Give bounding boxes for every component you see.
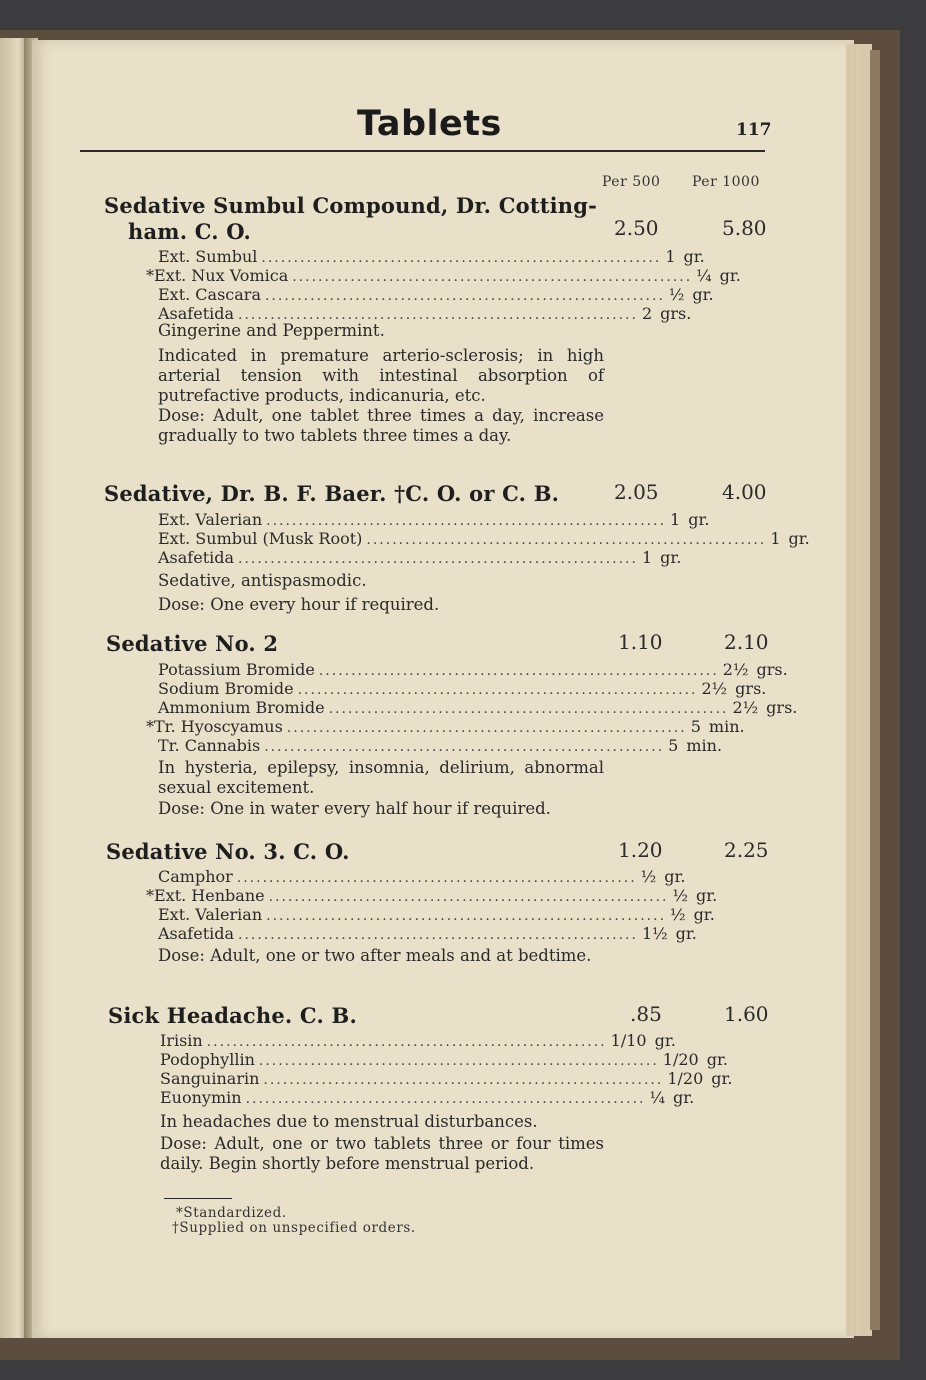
ingredient-row — [158, 698, 798, 717]
ingredient-name: *Ext. Nux Vomica — [146, 266, 289, 285]
ingredient-row — [158, 510, 710, 529]
ingredient-amount: 5 — [668, 736, 679, 755]
entry-heading-continued: ham. C. O. — [128, 219, 252, 244]
ingredient-row — [158, 679, 767, 698]
ingredient-unit: gr. — [660, 548, 682, 567]
ingredient-row — [146, 266, 741, 285]
entry-indication: Sedative, antispasmodic. — [158, 571, 367, 590]
leader-dots: .............................................................. — [263, 1072, 664, 1088]
ingredient-amount: 1½ — [641, 924, 668, 943]
leader-dots: .............................................................. — [258, 1053, 659, 1069]
ingredient-amount: ¼ — [649, 1088, 665, 1107]
ingredient-amount: 1 — [665, 247, 676, 266]
price-per-500: 2.50 — [614, 216, 659, 240]
ingredient-unit: min. — [708, 717, 745, 736]
leader-dots: .............................................................. — [245, 1091, 646, 1107]
entry-extra-ingredients: Gingerine and Peppermint. — [158, 321, 385, 340]
leader-dots: .............................................................. — [318, 663, 719, 679]
price-per-500: 2.05 — [614, 480, 659, 504]
ingredient-row — [158, 924, 697, 943]
entry-heading: Sedative No. 3. C. O. — [106, 839, 350, 864]
ingredient-row — [160, 1088, 695, 1107]
running-title: Tablets — [357, 104, 502, 144]
ingredient-amount: 1/10 — [610, 1031, 647, 1050]
ingredient-row — [146, 886, 718, 905]
ingredient-unit: grs. — [766, 698, 798, 717]
entry-dose: Dose: Adult, one tablet three times a day, increase gradually to two tablets three times a day. — [158, 406, 604, 445]
entry-heading: Sedative No. 2 — [106, 631, 279, 656]
leader-dots: .............................................................. — [297, 682, 698, 698]
ingredient-row — [158, 529, 810, 548]
ingredient-name: Sodium Bromide — [158, 679, 294, 698]
ingredient-amount: 1/20 — [667, 1069, 704, 1088]
entry-dose: Dose: One in water every half hour if required. — [158, 799, 551, 818]
ingredient-name: Irisin — [160, 1031, 203, 1050]
ingredient-row — [158, 905, 715, 924]
price-per-1000: 1.60 — [724, 1002, 769, 1026]
entry-indication: Indicated in premature arterio-sclerosis; in high arterial tension with intestinal absorption of putrefactive products, indicanuria, etc. — [158, 346, 604, 405]
ingredient-name: Camphor — [158, 867, 233, 886]
leader-dots: .............................................................. — [286, 720, 687, 736]
ingredient-unit: gr. — [664, 867, 686, 886]
ingredient-unit: gr. — [688, 510, 710, 529]
ingredient-name: Ext. Sumbul (Musk Root) — [158, 529, 363, 548]
column-head-per-500: Per 500 — [602, 174, 661, 190]
ingredient-unit: gr. — [673, 1088, 695, 1107]
ingredient-row — [160, 1050, 728, 1069]
entry-heading: Sedative Sumbul Compound, Dr. Cotting- — [104, 193, 598, 218]
ingredient-name: Euonymin — [160, 1088, 242, 1107]
ingredient-unit: gr. — [692, 285, 714, 304]
cover-edge — [870, 50, 880, 1330]
ingredient-row — [158, 548, 682, 567]
ingredient-row — [158, 285, 714, 304]
leader-dots: .............................................................. — [206, 1034, 607, 1050]
leader-dots: .............................................................. — [328, 701, 729, 717]
ingredient-amount: 1/20 — [662, 1050, 699, 1069]
leader-dots: .............................................................. — [264, 288, 665, 304]
ingredient-amount: ¼ — [696, 266, 712, 285]
ingredient-amount: 2½ — [701, 679, 728, 698]
entry-indication: In hysteria, epilepsy, insomnia, delirium, abnormal sexual excitement. — [158, 758, 604, 797]
ingredient-amount: 5 — [690, 717, 701, 736]
ingredient-name: Ext. Sumbul — [158, 247, 258, 266]
entry-heading: Sedative, Dr. B. F. Baer. †C. O. or C. B. — [104, 481, 560, 506]
ingredient-amount: 2 — [641, 304, 653, 323]
price-per-500: .85 — [630, 1002, 662, 1026]
ingredient-name: *Tr. Hyoscyamus — [146, 717, 283, 736]
price-per-500: 1.20 — [618, 838, 663, 862]
leader-dots: .............................................................. — [236, 870, 637, 886]
leader-dots: .............................................................. — [238, 927, 638, 943]
ingredient-name: Ext. Valerian — [158, 510, 263, 529]
entry-dose: Dose: One every hour if required. — [158, 595, 440, 614]
entry-indication: In headaches due to menstrual disturbances. — [160, 1112, 538, 1131]
ingredient-name: *Ext. Henbane — [146, 886, 265, 905]
ingredient-unit: gr. — [683, 247, 705, 266]
ingredient-unit: gr. — [675, 924, 697, 943]
leader-dots: .............................................................. — [366, 532, 767, 548]
ingredient-unit: gr. — [693, 905, 715, 924]
ingredient-amount: ½ — [640, 867, 657, 886]
leader-dots: .............................................................. — [238, 551, 638, 567]
ingredient-unit: gr. — [696, 886, 718, 905]
entry-heading: Sick Headache. C. B. — [108, 1003, 357, 1028]
entry-dose: Dose: Adult, one or two tablets three or four times daily. Begin shortly before menstrual period. — [160, 1134, 604, 1173]
price-per-500: 1.10 — [618, 630, 663, 654]
ingredient-name: Sanguinarin — [160, 1069, 260, 1088]
ingredient-name: Tr. Cannabis — [158, 736, 261, 755]
leader-dots: .............................................................. — [264, 739, 665, 755]
footnote-unspecified-orders: †Supplied on unspecified orders. — [172, 1220, 416, 1236]
ingredient-amount: ½ — [672, 886, 689, 905]
footnote-rule — [164, 1198, 232, 1199]
ingredient-row — [158, 660, 788, 679]
leader-dots: .............................................................. — [268, 889, 669, 905]
ingredient-unit: gr. — [711, 1069, 733, 1088]
ingredient-name: Asafetida — [158, 924, 235, 943]
leader-dots: .............................................................. — [261, 250, 662, 266]
ingredient-unit: grs. — [756, 660, 788, 679]
ingredient-amount: 1 — [670, 510, 681, 529]
ingredient-unit: gr. — [788, 529, 810, 548]
ingredient-name: Ext. Valerian — [158, 905, 263, 924]
leader-dots: .............................................................. — [238, 307, 638, 323]
price-per-1000: 2.10 — [724, 630, 769, 654]
ingredient-name: Asafetida — [158, 548, 235, 567]
ingredient-name: Podophyllin — [160, 1050, 255, 1069]
ingredient-amount: ½ — [668, 285, 685, 304]
ingredient-amount: 1 — [770, 529, 781, 548]
ingredient-unit: grs. — [735, 679, 767, 698]
ingredient-row — [158, 867, 686, 886]
ingredient-amount: 2½ — [722, 660, 749, 679]
ingredient-row — [160, 1031, 676, 1050]
price-per-1000: 4.00 — [722, 480, 767, 504]
entry-dose: Dose: Adult, one or two after meals and at bedtime. — [158, 946, 592, 965]
leader-dots: .............................................................. — [266, 908, 667, 924]
ingredient-row — [160, 1069, 733, 1088]
ingredient-name: Ammonium Bromide — [158, 698, 325, 717]
header-rule — [80, 150, 765, 152]
ingredient-amount: ½ — [670, 905, 686, 924]
price-per-1000: 2.25 — [724, 838, 769, 862]
ingredient-amount: 1 — [641, 548, 653, 567]
footnote-standardized: *Standardized. — [176, 1205, 287, 1221]
page-number: 117 — [736, 120, 772, 140]
price-per-1000: 5.80 — [722, 216, 767, 240]
ingredient-unit: grs. — [660, 304, 692, 323]
column-head-per-1000: Per 1000 — [692, 174, 760, 190]
ingredient-unit: gr. — [719, 266, 741, 285]
ingredient-amount: 2½ — [732, 698, 759, 717]
leader-dots: .............................................................. — [266, 513, 667, 529]
ingredient-name: Ext. Cascara — [158, 285, 261, 304]
left-page-edge — [0, 38, 26, 1338]
ingredient-row — [146, 717, 745, 736]
ingredient-unit: gr. — [706, 1050, 728, 1069]
ingredient-row — [158, 247, 705, 266]
ingredient-unit: min. — [686, 736, 723, 755]
leader-dots: .............................................................. — [292, 269, 693, 285]
ingredient-unit: gr. — [654, 1031, 676, 1050]
ingredient-name: Asafetida — [158, 304, 235, 323]
ingredient-row — [158, 736, 723, 755]
page-stack-edge — [846, 44, 872, 1336]
ingredient-name: Potassium Bromide — [158, 660, 315, 679]
